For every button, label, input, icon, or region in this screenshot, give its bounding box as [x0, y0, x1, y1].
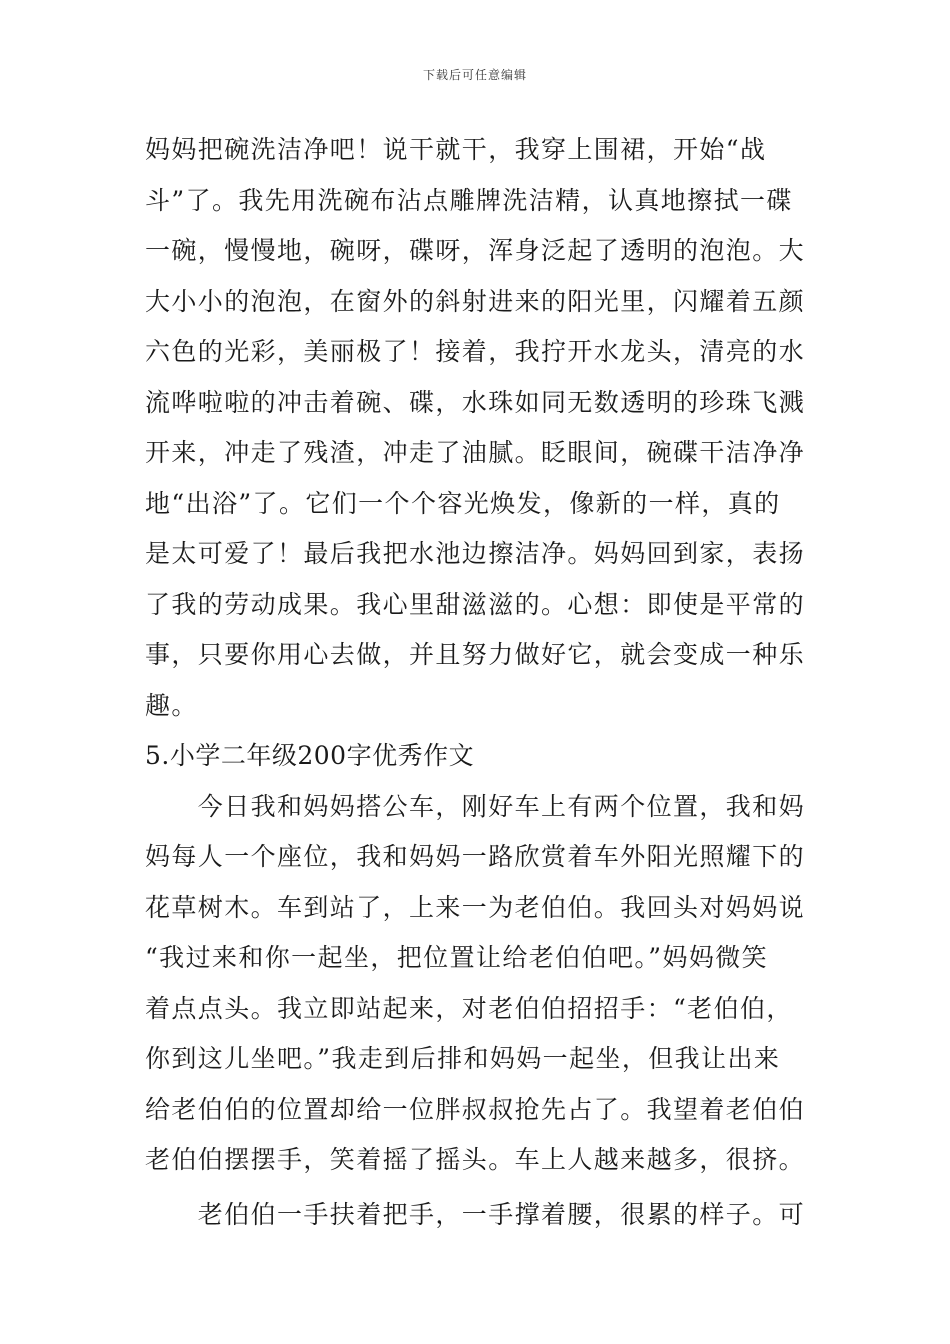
text-line: 斗”了。我先用洗碗布沾点雕牌洗洁精，认真地擦拭一碟	[145, 185, 793, 215]
text-line: 今日我和妈妈搭公车，刚好车上有两个位置，我和妈	[145, 791, 806, 821]
text-line: 地“出浴”了。它们一个个容光焕发，像新的一样，真的	[145, 488, 781, 518]
text-line: 妈每人一个座位，我和妈妈一路欣赏着车外阳光照耀下的	[145, 842, 806, 871]
text-line: 一碗，慢慢地，碗呀，碟呀，浑身泛起了透明的泡泡。大	[145, 236, 806, 265]
text-line: 六色的光彩，美丽极了！接着，我拧开水龙头，清亮的水	[145, 337, 806, 366]
section-heading: 5.小学二年级200字优秀作文	[145, 741, 475, 770]
text-line: 流哗啦啦的冲击着碗、碟，水珠如同无数透明的珍珠飞溅	[145, 387, 806, 417]
text-line: 事，只要你用心去做，并且努力做好它，就会变成一种乐	[145, 640, 806, 669]
text-line: 着点点头。我立即站起来，对老伯伯招招手：“老伯伯，	[145, 993, 793, 1023]
text-line: 花草树木。车到站了，上来一为老伯伯。我回头对妈妈说	[145, 892, 806, 922]
text-line: 大小小的泡泡，在窗外的斜射进来的阳光里，闪耀着五颜	[145, 286, 806, 316]
text-line: 是太可爱了！最后我把水池边擦洁净。妈妈回到家，表扬	[145, 539, 806, 568]
text-line: 你到这儿坐吧。”我走到后排和妈妈一起坐，但我让出来	[145, 1044, 781, 1073]
text-line: 趣。	[145, 690, 198, 720]
text-line: “我过来和你一起坐，把位置让给老伯伯吧。”妈妈微笑	[145, 943, 769, 972]
text-line: 了我的劳动成果。我心里甜滋滋的。心想：即使是平常的	[145, 589, 806, 619]
document-body	[145, 125, 810, 1240]
text-line: 老伯伯摆摆手，笑着摇了摇头。车上人越来越多，很挤。	[145, 1145, 806, 1174]
text-line: 老伯伯一手扶着把手，一手撑着腰，很累的样子。可	[145, 1199, 806, 1229]
text-line: 妈妈把碗洗洁净吧！说干就干，我穿上围裙，开始“战	[145, 135, 767, 164]
page-header: 下载后可任意编辑	[422, 68, 527, 82]
text-line: 开来，冲走了残渣，冲走了油腻。眨眼间，碗碟干洁净净	[145, 438, 806, 467]
text-line: 给老伯伯的位置却给一位胖叔叔抢先占了。我望着老伯伯	[145, 1094, 806, 1124]
